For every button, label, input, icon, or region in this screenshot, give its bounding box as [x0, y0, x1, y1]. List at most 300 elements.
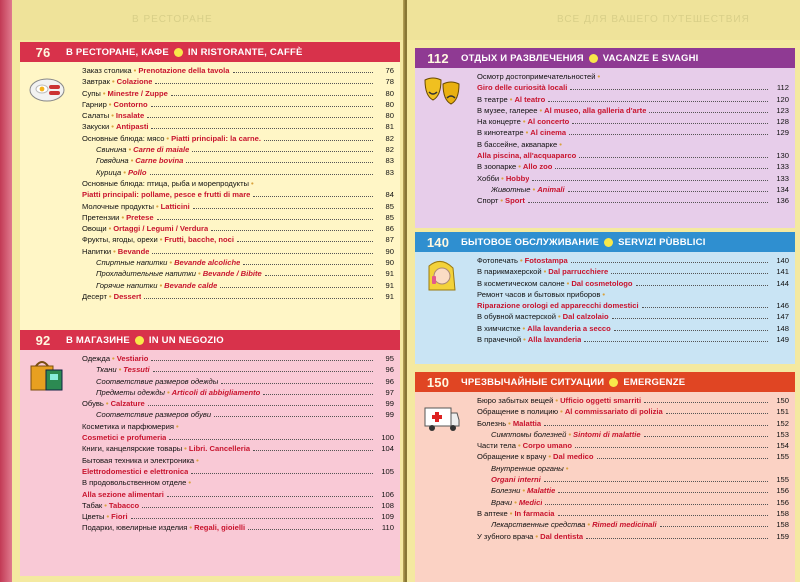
- book-edge: [0, 0, 12, 582]
- toc-entry[interactable]: [477, 128, 789, 139]
- toc-entry[interactable]: [82, 77, 394, 88]
- toc-entry-text: [82, 247, 149, 256]
- dot-leader: [614, 330, 768, 331]
- toc-entry[interactable]: [82, 365, 394, 376]
- toc-entry[interactable]: [82, 501, 394, 512]
- toc-entry-text: [82, 354, 148, 363]
- toc-entry-text: [82, 456, 201, 465]
- entry-it: Allo zoo: [522, 162, 553, 172]
- toc-entry[interactable]: [82, 490, 394, 501]
- toc-entry-text: [477, 162, 552, 171]
- entry-it: Carne bovina: [135, 156, 184, 166]
- toc-entry[interactable]: [82, 292, 394, 303]
- toc-entry-text: [96, 156, 183, 165]
- entry-it: Malattie: [527, 486, 556, 496]
- toc-entry[interactable]: [477, 83, 789, 94]
- toc-entry-text: [477, 324, 611, 333]
- toc-entry-text: [82, 422, 181, 431]
- entry-it: Hobby: [505, 173, 530, 183]
- dot-leader: [544, 425, 768, 426]
- entry-it: Alla piscina, all'acquaparco: [477, 151, 577, 161]
- toc-entry-text: [82, 433, 166, 442]
- dot-leader: [263, 394, 373, 395]
- toc-entry[interactable]: [82, 410, 394, 421]
- toc-entry-text: [96, 168, 147, 177]
- toc-entry-text: [491, 430, 641, 439]
- toc-entry[interactable]: [477, 509, 789, 520]
- entry-it: Colazione: [116, 77, 153, 87]
- toc-entry[interactable]: [477, 407, 789, 418]
- dot-leader: [264, 140, 373, 141]
- entry-page-number: 158: [776, 508, 789, 518]
- entry-ru: Обращение в полицию: [477, 407, 559, 417]
- girl-phone-icon: [423, 260, 461, 294]
- dot-leader: [152, 253, 373, 254]
- dot-leader: [528, 202, 768, 203]
- toc-entry[interactable]: [477, 256, 789, 267]
- dot-leader: [579, 157, 768, 158]
- entry-ru: Основные блюда: мясо: [82, 133, 165, 143]
- entry-it: Bevande: [117, 246, 150, 256]
- bullet-separator: •: [522, 323, 526, 333]
- entry-it: Al concerto: [527, 117, 570, 127]
- entry-page-number: 155: [776, 452, 789, 462]
- entry-page-number: 99: [385, 410, 394, 420]
- dot-leader: [555, 168, 768, 169]
- right-page: [407, 0, 800, 582]
- toc-entry-text: [82, 224, 208, 233]
- entry-page-number: 144: [776, 278, 789, 288]
- left-page: [12, 0, 405, 582]
- entry-it: Tabacco: [108, 500, 140, 510]
- entry-it: Animali: [537, 184, 565, 194]
- section-services: [415, 232, 795, 364]
- toc-entry[interactable]: [477, 95, 789, 106]
- entry-it: Ortaggi / Legumi / Verdura: [113, 224, 209, 234]
- dot-leader: [211, 230, 373, 231]
- section-title-ru: В РЕСТОРАНЕ, КАФЕ: [66, 46, 169, 58]
- toc-entry[interactable]: [82, 354, 394, 365]
- bullet-separator: •: [560, 407, 563, 417]
- toc-entry-text: [477, 312, 609, 321]
- section-emergency: [415, 372, 795, 582]
- dot-leader: [532, 180, 768, 181]
- entry-page-number: 128: [776, 117, 789, 127]
- entry-it: Latticini: [160, 201, 190, 211]
- entry-ru: Свинина: [96, 145, 127, 155]
- bullet-separator: •: [118, 365, 122, 375]
- toc-entry-text: [96, 281, 217, 290]
- toc-entry-text: [477, 83, 567, 92]
- toc-entry-text: [491, 486, 555, 495]
- entry-page-number: 134: [776, 184, 789, 194]
- entry-ru: В бассейне, аквапарке: [477, 139, 558, 149]
- bullet-dot: [174, 48, 183, 57]
- toc-entry-text: [82, 89, 168, 98]
- toc-entry[interactable]: [477, 301, 789, 312]
- toc-entry[interactable]: [82, 258, 394, 269]
- entry-it: Carne di maiale: [133, 145, 190, 155]
- bullet-separator: •: [133, 66, 137, 75]
- entry-ru: Бытовая техника и электроника: [82, 455, 195, 465]
- dot-leader: [636, 285, 769, 286]
- dot-leader: [570, 89, 768, 90]
- bullet-separator: •: [566, 278, 570, 288]
- toc-entry[interactable]: [477, 452, 789, 463]
- bullet-separator: •: [155, 201, 159, 211]
- bullet-separator: •: [104, 500, 107, 510]
- dot-leader: [248, 529, 373, 530]
- toc-entry-text: [477, 117, 569, 126]
- entry-page-number: 87: [385, 235, 394, 245]
- bullet-separator: •: [123, 167, 126, 177]
- entry-ru: В музее, галерее: [477, 105, 538, 115]
- toc-entry-text: [491, 498, 542, 507]
- entry-ru: Заказ столика: [82, 66, 132, 75]
- bullet-separator: •: [102, 88, 106, 98]
- section-page-number: 76: [35, 44, 51, 60]
- bullet-separator: •: [106, 512, 110, 522]
- toc-entry[interactable]: [477, 72, 789, 83]
- bullet-separator: •: [108, 224, 112, 234]
- toc-entry[interactable]: [477, 324, 789, 335]
- section-body: [20, 350, 400, 576]
- toc-entry-text: [82, 399, 145, 408]
- toc-entry-text: [82, 100, 148, 109]
- entry-ru: Предметы одежды: [96, 387, 165, 397]
- entry-ru: Части тела: [477, 441, 516, 451]
- toc-entry[interactable]: [82, 156, 394, 167]
- entry-page-number: 155: [776, 475, 789, 485]
- entry-it: Fotostampa: [524, 256, 568, 265]
- toc-entry[interactable]: [82, 433, 394, 444]
- toc-entry[interactable]: [82, 190, 394, 201]
- entry-it: Piatti principali: pollame, pesce e frutti di mare: [82, 190, 251, 200]
- entry-ru: Косметика и парфюмерия: [82, 421, 174, 431]
- entry-ru: Подарки, ювелирные изделия: [82, 523, 188, 533]
- toc-entry[interactable]: [477, 396, 789, 407]
- toc-entry[interactable]: [477, 267, 789, 278]
- entry-it: Bevande alcoliche: [174, 258, 241, 268]
- toc-entry[interactable]: [477, 312, 789, 323]
- entry-it: Corpo umano: [522, 441, 572, 451]
- bullet-separator: •: [543, 267, 547, 277]
- bullet-separator: •: [159, 280, 163, 290]
- bullet-separator: •: [184, 444, 187, 454]
- toc-entry[interactable]: [477, 419, 789, 430]
- bullet-separator: •: [523, 335, 526, 345]
- bullet-separator: •: [557, 312, 561, 322]
- toc-entry[interactable]: [82, 202, 394, 213]
- toc-entry-text: [491, 464, 570, 473]
- toc-entry[interactable]: [477, 464, 789, 475]
- entry-ru: Ткани: [96, 365, 117, 375]
- entry-ru: Обращение к врачу: [477, 452, 547, 462]
- toc-entry[interactable]: [82, 134, 394, 145]
- entry-it: Pollo: [127, 167, 147, 177]
- bullet-dot: [135, 336, 144, 345]
- entry-it: Vestiario: [116, 354, 149, 363]
- entry-page-number: 76: [385, 66, 394, 75]
- dot-leader: [157, 219, 373, 220]
- toc-entry[interactable]: [82, 145, 394, 156]
- bullet-separator: •: [568, 429, 572, 439]
- entry-page-number: 152: [776, 418, 789, 428]
- entry-page-number: 130: [776, 151, 789, 161]
- toc-entry-text: [82, 122, 148, 131]
- dot-leader: [151, 360, 373, 361]
- dot-leader: [586, 538, 768, 539]
- toc-entry[interactable]: [477, 117, 789, 128]
- toc-entry[interactable]: [477, 290, 789, 301]
- entry-ru: Лекарственные средства: [491, 520, 586, 530]
- toc-entry[interactable]: [82, 478, 394, 489]
- entry-it: Sport: [505, 196, 525, 206]
- entry-page-number: 80: [385, 111, 394, 121]
- entry-page-number: 91: [385, 269, 394, 279]
- toc-entry-text: [477, 151, 576, 160]
- toc-entry[interactable]: [477, 185, 789, 196]
- dot-leader: [265, 275, 373, 276]
- toc-entry-text: [96, 145, 189, 154]
- bullet-separator: •: [532, 184, 536, 194]
- bullet-separator: •: [517, 441, 521, 451]
- toc-entry[interactable]: [82, 422, 394, 433]
- bullet-separator: •: [108, 99, 112, 109]
- bullet-separator: •: [559, 139, 562, 149]
- left-top-strip: [12, 0, 405, 40]
- bullet-separator: •: [587, 520, 591, 530]
- toc-entry-text: [491, 475, 541, 484]
- toc-entry[interactable]: [477, 441, 789, 452]
- dot-leader: [572, 123, 768, 124]
- entry-ru: Говядина: [96, 156, 129, 166]
- bullet-separator: •: [525, 128, 529, 138]
- toc-entry[interactable]: [477, 498, 789, 509]
- bullet-separator: •: [111, 122, 114, 132]
- entry-ru: Супы: [82, 88, 101, 98]
- toc-entry-text: [82, 490, 164, 499]
- toc-entry-text: [477, 140, 564, 149]
- bullet-separator: •: [112, 354, 115, 363]
- dot-leader: [186, 162, 373, 163]
- entry-it: Frutti, bacche, noci: [164, 235, 234, 245]
- toc-entry[interactable]: [82, 467, 394, 478]
- dot-leader: [221, 383, 373, 384]
- entry-it: Alla lavanderia a secco: [527, 323, 611, 333]
- section-header: [20, 330, 400, 350]
- toc-entry[interactable]: [82, 66, 394, 77]
- toc-entry[interactable]: [82, 456, 394, 467]
- toc-entry[interactable]: [82, 523, 394, 534]
- toc-entry[interactable]: [477, 174, 789, 185]
- entry-ru: Завтрак: [82, 77, 110, 87]
- entry-it: Regali, gioielli: [194, 523, 246, 533]
- entry-page-number: 84: [385, 190, 394, 200]
- entry-ru: В химчистке: [477, 323, 521, 333]
- toc-entry[interactable]: [477, 486, 789, 497]
- toc-entry[interactable]: [82, 89, 394, 100]
- entry-ru: В парикмахерской: [477, 267, 542, 277]
- entry-ru: Болезнь: [477, 418, 507, 428]
- toc-entry[interactable]: [82, 269, 394, 280]
- entry-it: Alla lavanderia: [527, 335, 582, 345]
- entry-ru: В обувной мастерской: [477, 312, 556, 322]
- entry-it: Rimedi medicinali: [592, 520, 657, 530]
- entry-page-number: 104: [381, 444, 394, 454]
- toc-entry-text: [82, 235, 234, 244]
- bullet-separator: •: [522, 486, 526, 496]
- dot-leader: [153, 371, 373, 372]
- toc-entry[interactable]: [82, 444, 394, 455]
- toc-list: [82, 354, 394, 535]
- toc-entry-text: [82, 66, 230, 75]
- bullet-separator: •: [128, 145, 132, 155]
- bullet-separator: •: [509, 94, 513, 104]
- toc-entry-text: [96, 365, 150, 374]
- toc-entry[interactable]: [477, 279, 789, 290]
- toc-entry[interactable]: [477, 151, 789, 162]
- toc-entry[interactable]: [82, 168, 394, 179]
- entry-page-number: 110: [381, 523, 394, 533]
- entry-ru: Ремонт часов и бытовых приборов: [477, 289, 601, 299]
- entry-page-number: 90: [385, 246, 394, 256]
- section-body: [20, 62, 400, 334]
- theatre-masks-icon: [423, 76, 461, 110]
- toc-entry[interactable]: [82, 213, 394, 224]
- entry-it: Insalate: [115, 111, 145, 121]
- entry-ru: В продовольственном отделе: [82, 478, 187, 488]
- entry-page-number: 133: [776, 173, 789, 183]
- entry-ru: Хобби: [477, 173, 500, 183]
- toc-entry[interactable]: [82, 377, 394, 388]
- toc-entry-text: [477, 267, 608, 276]
- dot-leader: [237, 241, 373, 242]
- toc-entry[interactable]: [477, 106, 789, 117]
- dot-leader: [612, 318, 768, 319]
- entry-page-number: 106: [381, 489, 394, 499]
- toc-entry-text: [82, 501, 139, 510]
- entry-it: Bevande / Bibite: [202, 269, 262, 279]
- toc-entry[interactable]: [477, 162, 789, 173]
- entry-page-number: 82: [385, 133, 394, 143]
- dot-leader: [214, 416, 373, 417]
- entry-it: Calzature: [110, 399, 145, 409]
- entry-page-number: 146: [776, 301, 789, 311]
- toc-entry[interactable]: [477, 475, 789, 486]
- toc-entry[interactable]: [477, 430, 789, 441]
- toc-entry[interactable]: [82, 122, 394, 133]
- toc-entry[interactable]: [82, 100, 394, 111]
- toc-entry[interactable]: [82, 388, 394, 399]
- toc-entry[interactable]: [477, 140, 789, 151]
- entry-page-number: 86: [385, 224, 394, 234]
- toc-entry[interactable]: [82, 224, 394, 235]
- toc-entry[interactable]: [82, 512, 394, 523]
- bullet-separator: •: [189, 523, 193, 533]
- toc-entry[interactable]: [82, 179, 394, 190]
- entry-page-number: 123: [776, 105, 789, 115]
- entry-it: In farmacia: [514, 508, 555, 518]
- dot-leader: [649, 112, 768, 113]
- toc-entry[interactable]: [82, 281, 394, 292]
- bullet-separator: •: [519, 256, 523, 265]
- entry-it: Al cinema: [530, 128, 567, 138]
- bullet-separator: •: [108, 291, 112, 301]
- toc-entry-text: [477, 452, 594, 461]
- entry-page-number: 96: [385, 376, 394, 386]
- entry-ru: Спорт: [477, 196, 499, 206]
- entry-ru: В косметическом салоне: [477, 278, 565, 288]
- toc-entry[interactable]: [477, 196, 789, 207]
- entry-it: Riparazione orologi ed apparecchi domestici: [477, 301, 639, 311]
- toc-entry[interactable]: [82, 247, 394, 258]
- bullet-separator: •: [105, 399, 109, 409]
- dot-leader: [544, 481, 768, 482]
- dot-leader: [568, 191, 768, 192]
- toc-entry-text: [477, 396, 641, 405]
- toc-entry-text: [477, 279, 633, 288]
- bullet-separator: •: [130, 156, 134, 166]
- toc-entry[interactable]: [82, 235, 394, 246]
- entry-page-number: 85: [385, 212, 394, 222]
- entry-page-number: 80: [385, 99, 394, 109]
- bullet-dot: [589, 54, 598, 63]
- dot-leader: [151, 128, 373, 129]
- entry-page-number: 105: [381, 466, 394, 476]
- toc-entry[interactable]: [82, 399, 394, 410]
- toc-entry[interactable]: [477, 335, 789, 346]
- entry-it: Pretese: [126, 212, 154, 222]
- entry-it: Organi interni: [491, 475, 541, 485]
- entry-page-number: 120: [776, 94, 789, 104]
- entry-page-number: 82: [385, 145, 394, 155]
- dot-leader: [144, 298, 373, 299]
- entry-ru: Салаты: [82, 111, 110, 121]
- section-page-number: 150: [426, 374, 450, 390]
- toc-entry-text: [82, 523, 245, 532]
- toc-entry-text: [96, 258, 240, 267]
- entry-ru: На концерте: [477, 117, 521, 127]
- entry-ru: Обувь: [82, 399, 104, 409]
- toc-entry-text: [477, 95, 545, 104]
- entry-ru: В театре: [477, 94, 508, 104]
- dot-leader: [253, 450, 373, 451]
- toc-entry-text: [82, 467, 188, 476]
- toc-entry-text: [82, 512, 128, 521]
- entry-it: Dal dentista: [540, 531, 584, 541]
- entry-ru: У зубного врача: [477, 531, 534, 541]
- entry-it: Dessert: [113, 291, 142, 301]
- section-restaurant: [20, 42, 400, 334]
- section-title-it: IN RISTORANTE, CAFFÈ: [187, 46, 303, 58]
- bullet-separator: •: [508, 418, 511, 428]
- section-title-it: EMERGENZE: [623, 376, 686, 388]
- toc-entry[interactable]: [82, 111, 394, 122]
- entry-page-number: 154: [776, 441, 789, 451]
- toc-entry[interactable]: [477, 520, 789, 531]
- dot-leader: [558, 515, 768, 516]
- entry-page-number: 153: [776, 429, 789, 439]
- toc-entry[interactable]: [477, 532, 789, 543]
- dot-leader: [253, 196, 373, 197]
- entry-page-number: 78: [385, 77, 394, 87]
- bullet-separator: •: [509, 508, 513, 518]
- dot-leader: [642, 307, 768, 308]
- entry-ru: Прохладительные напитки: [96, 269, 197, 279]
- dot-leader: [220, 287, 373, 288]
- section-body: [415, 392, 795, 582]
